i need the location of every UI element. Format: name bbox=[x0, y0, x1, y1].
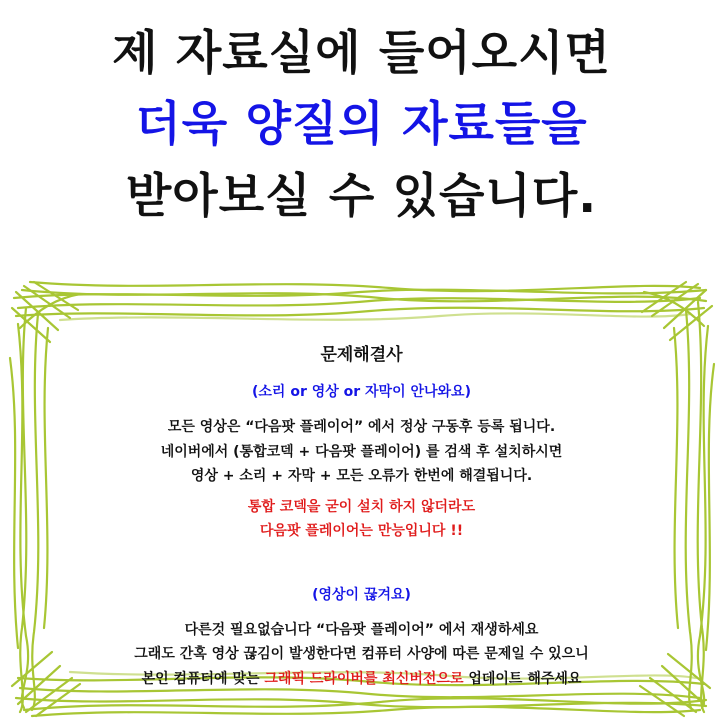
info-panel bbox=[60, 340, 663, 691]
hand-drawn-frame bbox=[0, 268, 723, 720]
section2-line-2: 그래도 간혹 영상 끊김이 발생한다면 컴퓨터 사양에 따른 문제일 수 있으니 bbox=[134, 646, 589, 662]
spacer-large bbox=[60, 544, 663, 584]
section2-last-line-part1: 본인 컴퓨터에 맞는 bbox=[141, 670, 265, 687]
section1-warn-line-1: 통합 코덱을 굳이 설치 하지 않더라도 bbox=[247, 498, 476, 515]
section2-heading: (영상이 끊겨요) bbox=[312, 586, 411, 603]
panel-title: 문제해결사 bbox=[320, 345, 403, 365]
headline-line-3: 받아보실 수 있습니다. bbox=[125, 168, 598, 224]
section2-last-line bbox=[60, 667, 663, 692]
section1-line-2: 네이버에서 (통합코덱 + 다음팟 플레이어) 를 검색 후 설치하시면 bbox=[160, 443, 563, 460]
headline-block bbox=[0, 0, 723, 232]
headline-line-1: 제 자료실에 들어오시면 bbox=[112, 26, 611, 81]
section1-heading: (소리 or 영상 or 자막이 안나와요) bbox=[252, 384, 471, 400]
section2-line-1: 다른것 필요없습니다 “다음팟 플레이어” 에서 재생하세요 bbox=[184, 621, 539, 638]
section1-line-1: 모든 영상은 “다음팟 플레이어” 에서 정상 구동후 등록 됩니다. bbox=[167, 419, 556, 435]
headline-line-2: 더욱 양질의 자료들을 bbox=[135, 97, 588, 153]
section1-warn-line-2: 다음팟 플레이어는 만능입니다 !! bbox=[259, 523, 464, 539]
section1-line-3: 영상 + 소리 + 자막 + 모든 오류가 한번에 해결됩니다. bbox=[190, 468, 533, 484]
section2-last-line-part3: 업데이트 해주세요 bbox=[463, 670, 582, 687]
section2-last-line-highlight: 그래픽 드라이버를 최신버전으로 bbox=[264, 670, 464, 687]
